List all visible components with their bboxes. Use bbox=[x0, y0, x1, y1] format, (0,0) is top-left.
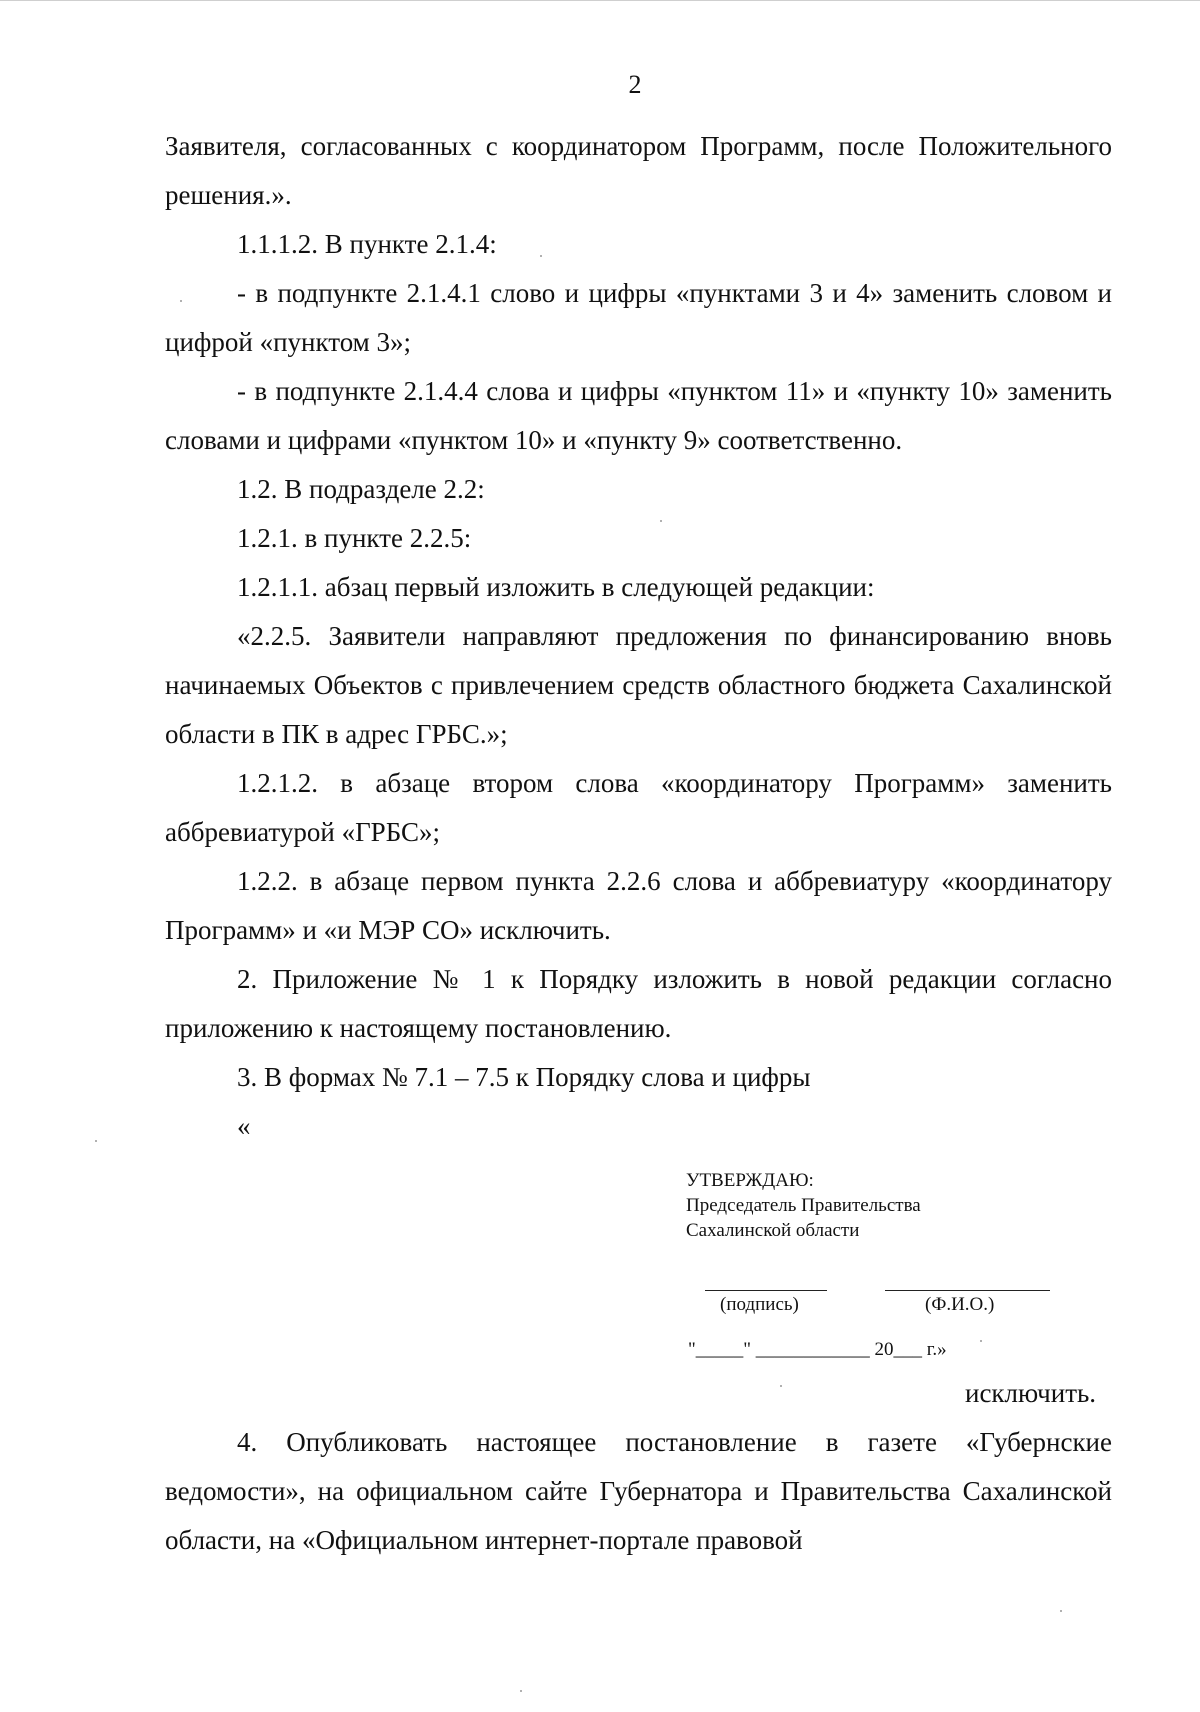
name-line bbox=[885, 1290, 1050, 1291]
scan-speck bbox=[95, 1140, 97, 1142]
scan-speck bbox=[660, 520, 662, 522]
scan-edge-line bbox=[0, 0, 1200, 1]
approval-block bbox=[686, 1168, 1106, 1243]
paragraph-2-2-5-quote: «2.2.5. Заявители направляют предложения по финансированию вновь начинаемых Объектов с привлечением средств областного бюджета Сахалинской области в ПК в адрес ГРБС.»; bbox=[165, 621, 1112, 749]
quote-open-mark: « bbox=[237, 1111, 251, 1141]
paragraph-1-2-2: 1.2.2. в абзаце первом пункта 2.2.6 слова и аббревиатуру «координатору Программ» и «и МЭР СО» исключить. bbox=[165, 866, 1112, 945]
document-body-continued bbox=[165, 1418, 1112, 1565]
exclude-word: исключить. bbox=[965, 1378, 1097, 1408]
approval-region: Сахалинской области bbox=[686, 1220, 860, 1241]
name-caption: (Ф.И.О.) bbox=[925, 1294, 995, 1315]
signature-line bbox=[705, 1290, 827, 1291]
paragraph-1-1-1-2: 1.1.1.2. В пункте 2.1.4: bbox=[237, 229, 497, 259]
document-body bbox=[165, 122, 1112, 1151]
paragraph-3: 3. В формах № 7.1 – 7.5 к Порядку слова и цифры bbox=[237, 1062, 811, 1092]
paragraph-2-1-4-1: - в подпункте 2.1.4.1 слово и цифры «пунктами 3 и 4» заменить словом и цифрой «пунктом 3»; bbox=[165, 278, 1112, 357]
paragraph-2: 2. Приложение № 1 к Порядку изложить в новой редакции согласно приложению к настоящему постановлению. bbox=[165, 964, 1112, 1043]
scan-speck bbox=[180, 300, 182, 302]
date-line: "_____" ____________ 20___ г.» bbox=[688, 1339, 947, 1360]
scan-speck bbox=[1060, 1610, 1062, 1612]
paragraph-continuation: Заявителя, согласованных с координатором Программ, после Положительного решения.». bbox=[165, 131, 1112, 210]
paragraph-1-2-1-2: 1.2.1.2. в абзаце втором слова «координатору Программ» заменить аббревиатурой «ГРБС»; bbox=[165, 768, 1112, 847]
approval-position: Председатель Правительства bbox=[686, 1195, 921, 1216]
paragraph-1-2-1-1: 1.2.1.1. абзац первый изложить в следующей редакции: bbox=[237, 572, 875, 602]
scan-speck bbox=[540, 255, 542, 257]
scan-speck bbox=[520, 1690, 522, 1692]
approval-heading: УТВЕРЖДАЮ: bbox=[686, 1170, 814, 1191]
paragraph-2-1-4-4: - в подпункте 2.1.4.4 слова и цифры «пунктом 11» и «пункту 10» заменить словами и цифрами «пунктом 10» и «пункту 9» соответственно. bbox=[165, 376, 1112, 455]
signature-row bbox=[700, 1290, 1060, 1340]
paragraph-1-2-1: 1.2.1. в пункте 2.2.5: bbox=[237, 523, 472, 553]
paragraph-4: 4. Опубликовать настоящее постановление в газете «Губернские ведомости», на официальном сайте Губернатора и Правительства Сахалинской области, на «Официальном интернет-портале правовой bbox=[165, 1427, 1112, 1555]
paragraph-1-2: 1.2. В подразделе 2.2: bbox=[237, 474, 485, 504]
page-number: 2 bbox=[628, 70, 642, 99]
signature-caption: (подпись) bbox=[720, 1294, 799, 1315]
scan-speck bbox=[980, 1340, 982, 1342]
scan-speck bbox=[780, 1385, 782, 1387]
